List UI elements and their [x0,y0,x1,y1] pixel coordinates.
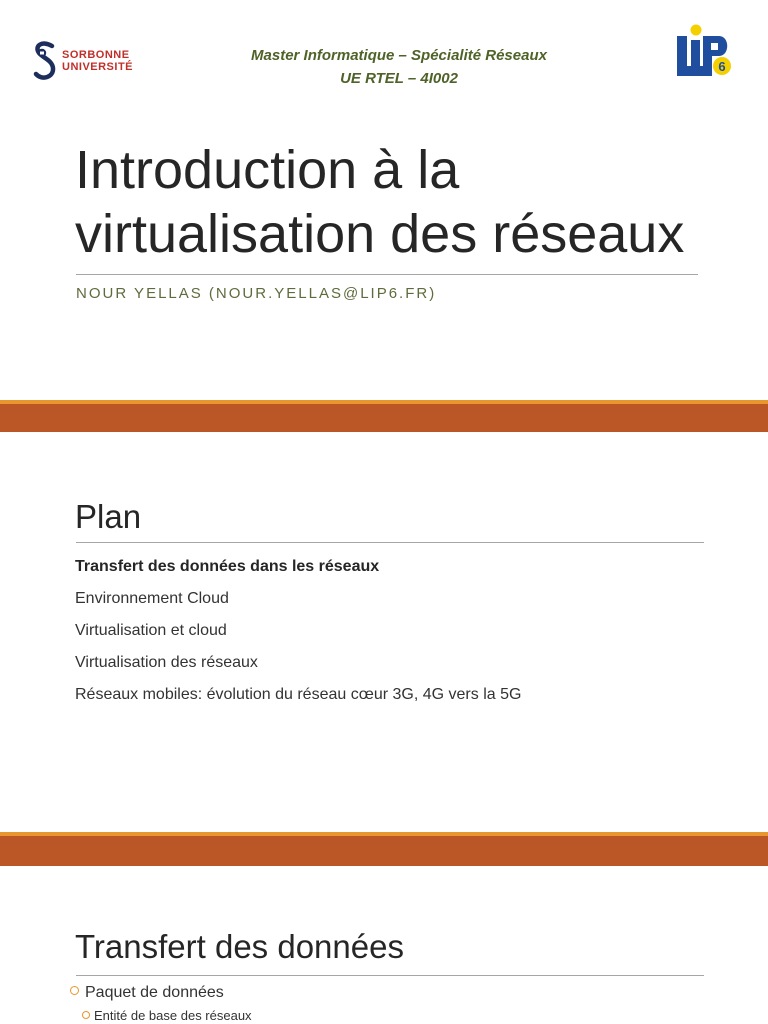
circle-bullet-icon [82,1011,90,1019]
sorbonne-line2: UNIVERSITÉ [62,61,134,73]
section-title: Transfert des données [75,928,404,965]
sorbonne-line1: SORBONNE [62,49,130,61]
plan-slide [0,432,768,832]
course-program: Master Informatique – Spécialité Réseaux [251,47,547,64]
lip6-logo [672,22,734,80]
course-code: UE RTEL – 4I002 [340,70,458,87]
divider-band [0,404,768,432]
title-rule [76,274,698,275]
svg-text:6: 6 [718,59,726,74]
lip6-logo-icon [672,22,734,80]
plan-item-active: Transfert des données dans les réseaux [75,558,380,575]
bullet-level2 [82,1008,252,1023]
bullet-text: Entité de base des réseaux [94,1008,252,1023]
title-line-2: virtualisation des réseaux [75,204,685,264]
plan-item: Virtualisation des réseaux [75,654,258,671]
plan-item: Réseaux mobiles: évolution du réseau cœur 3G, 4G vers la 5G [75,686,522,703]
section-rule [76,975,704,976]
course-header [0,44,768,90]
presentation-title [75,138,755,266]
bullet-level1 [70,984,224,1002]
plan-title: Plan [75,498,142,535]
slide-divider [0,400,768,432]
title-line-1: Introduction à la [75,140,460,200]
author-line: NOUR YELLAS (NOUR.YELLAS@LIP6.FR) [76,285,437,302]
circle-bullet-icon [70,986,79,995]
slide-divider [0,832,768,866]
plan-item: Environnement Cloud [75,590,229,607]
plan-list [75,551,521,711]
plan-rule [76,542,704,543]
data-transfer-slide [0,866,768,1024]
plan-item: Virtualisation et cloud [75,622,227,639]
divider-band [0,836,768,866]
bullet-text: Paquet de données [85,984,224,1001]
title-slide [0,0,768,400]
